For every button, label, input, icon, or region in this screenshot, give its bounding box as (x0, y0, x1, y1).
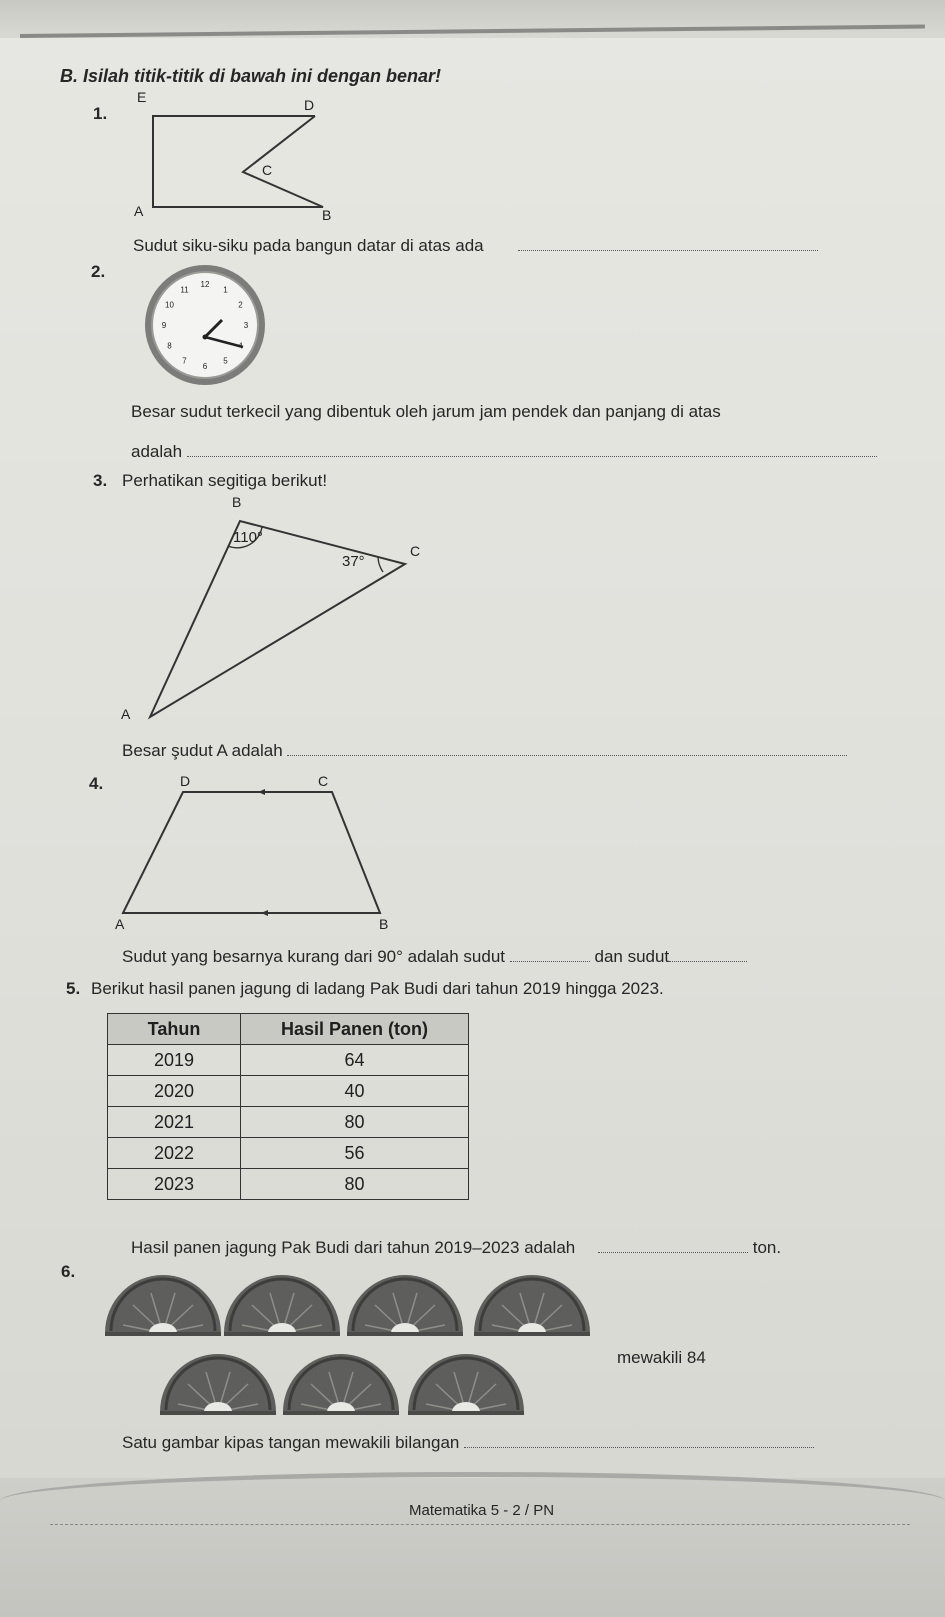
fan-icon (224, 1275, 340, 1336)
clock-numeral: 10 (165, 300, 174, 310)
clock-numeral: 9 (161, 321, 167, 330)
q6-question: Satu gambar kipas tangan mewakili bilangan (122, 1433, 460, 1452)
q1-number: 1. (93, 104, 108, 123)
q6-number: 6. (61, 1262, 76, 1281)
q1-label-d: D (304, 97, 315, 113)
table-cell-year: 2022 (108, 1138, 241, 1169)
clock-numeral: 2 (238, 300, 243, 310)
table-cell-yield: 80 (241, 1107, 469, 1138)
q2-text-line1: Besar sudut terkecil yang dibentuk oleh jarum jam pendek dan panjang di atas (131, 402, 721, 421)
clock-numeral: 5 (223, 356, 228, 366)
fan-icon (283, 1354, 399, 1415)
clock-numeral: 8 (167, 341, 172, 351)
q4-label-a: A (115, 916, 125, 932)
table-cell-yield: 64 (241, 1045, 469, 1076)
q1-label-b: B (322, 207, 332, 223)
footer-text: Matematika 5 - 2 / PN (409, 1502, 555, 1519)
footer-dashed-line (50, 1524, 910, 1525)
q1-label-c: C (262, 162, 273, 178)
fan-icon (347, 1275, 463, 1336)
q4-label-c: C (318, 773, 329, 789)
q1-question: Sudut siku-siku pada bangun datar di atas ada (133, 236, 484, 255)
q3-label-b: B (232, 494, 242, 510)
table-cell-yield: 40 (241, 1076, 469, 1107)
clock-numeral: 12 (200, 280, 210, 289)
fan-icon (474, 1275, 590, 1336)
q5-intro: Berikut hasil panen jagung di ladang Pak Budi dari tahun 2019 hingga 2023. (91, 979, 664, 998)
q4-text-and: dan sudut (594, 947, 670, 966)
clock-numeral: 1 (223, 285, 228, 295)
fan-icon (105, 1275, 221, 1336)
clock-numeral: 11 (180, 285, 189, 295)
q5-question: Hasil panen jagung Pak Budi dari tahun 2019–2023 adalah (131, 1238, 576, 1257)
table-cell-year: 2021 (108, 1107, 241, 1138)
q4-label-b: B (379, 916, 389, 932)
table-header-yield: Hasil Panen (ton) (241, 1014, 469, 1045)
q4-angle: 90° (377, 947, 403, 966)
q3-question: Besar şudut A adalah (122, 741, 283, 760)
q3-number: 3. (93, 471, 108, 490)
clock-numeral: 6 (202, 362, 208, 371)
q3-label-c: C (410, 543, 421, 559)
fan-icon (160, 1354, 276, 1415)
q2-adalah: adalah (131, 442, 183, 461)
table-cell-year: 2023 (108, 1169, 241, 1200)
section-heading: B. Isilah titik-titik di bawah ini dengan benar! (60, 66, 442, 86)
q3-label-a: A (121, 706, 131, 722)
table-cell-year: 2019 (108, 1045, 241, 1076)
q3-intro: Perhatikan segitiga berikut! (122, 471, 328, 490)
table-cell-yield: 80 (241, 1169, 469, 1200)
table-cell-yield: 56 (241, 1138, 469, 1169)
table-cell-year: 2020 (108, 1076, 241, 1107)
q6-answer-blank[interactable] (464, 1433, 814, 1448)
q1-label-e: E (137, 89, 147, 105)
q2-number: 2. (91, 262, 106, 281)
q4-number: 4. (89, 774, 104, 793)
q6-legend: mewakili 84 (617, 1348, 706, 1367)
clock-numeral: 7 (182, 356, 187, 366)
q1-label-a: A (134, 203, 144, 219)
q5-number: 5. (66, 979, 81, 998)
q3-angle-b: 110° (233, 529, 263, 546)
q3-angle-c: 37° (342, 553, 365, 570)
q4-label-d: D (180, 773, 191, 789)
clock-numeral: 3 (243, 321, 249, 330)
q4-text-before: Sudut yang besarnya kurang dari (122, 947, 373, 966)
q6-question-line (122, 1433, 814, 1453)
q5-unit: ton. (752, 1238, 782, 1257)
table-header-year: Tahun (108, 1014, 241, 1045)
fan-icon (408, 1354, 524, 1415)
q4-text-after: adalah sudut (407, 947, 506, 966)
